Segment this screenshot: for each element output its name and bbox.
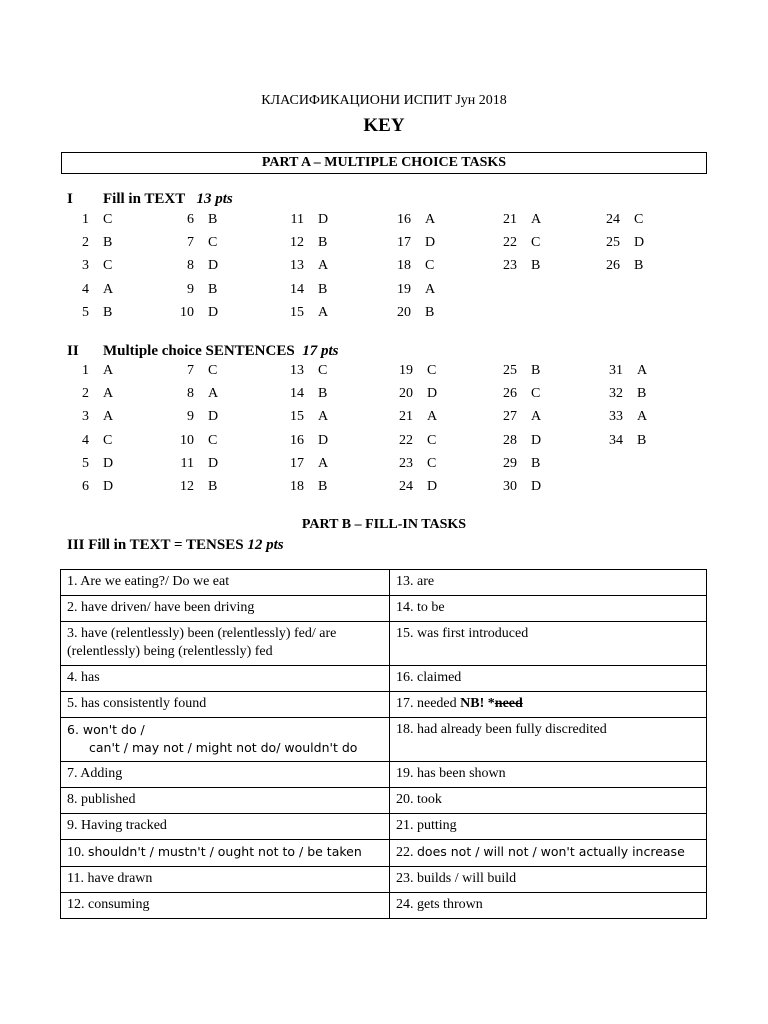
item-answer: B	[208, 479, 218, 494]
answer-cell: 2. have driven/ have been driving	[61, 596, 390, 622]
answer-cell: 8. published	[61, 788, 390, 814]
table-row	[61, 570, 707, 596]
section-2-number: II	[67, 343, 79, 359]
table-row	[61, 814, 707, 840]
answer-number: 22.	[396, 845, 417, 860]
answer-cell: 13. are	[390, 570, 707, 596]
item-answer: B	[531, 363, 541, 378]
answer-cell	[61, 840, 390, 867]
item-number: 3	[82, 258, 89, 274]
item-number: 6	[187, 212, 194, 227]
table-row	[61, 622, 707, 666]
item-number: 8	[187, 258, 194, 274]
item-number: 16	[397, 212, 411, 227]
section-1-title: Fill in TEXT	[103, 191, 186, 207]
item-answer: D	[103, 455, 114, 471]
item-number: 33	[609, 409, 623, 425]
item-number: 1	[82, 363, 89, 378]
answer-line-1: 6. won't do /	[67, 722, 145, 737]
item-answer: B	[318, 281, 328, 297]
answer-cell	[390, 840, 707, 867]
item-number: 18	[397, 258, 411, 274]
table-row	[61, 788, 707, 814]
answer-cell	[390, 692, 707, 718]
item-number: 13	[290, 258, 304, 274]
item-number: 11	[290, 212, 304, 227]
answer-text: shouldn't / mustn't / ought not to / be taken	[88, 844, 362, 859]
item-answer: B	[208, 212, 218, 227]
item-answer: C	[208, 432, 218, 448]
answer-cell: 11. have drawn	[61, 867, 390, 893]
part-b-title: PART B – FILL-IN TASKS	[301, 517, 467, 532]
item-answer: B	[318, 479, 328, 494]
item-number: 4	[82, 281, 89, 297]
item-number: 8	[187, 386, 194, 402]
item-number: 6	[82, 479, 89, 494]
answer-cell: 12. consuming	[61, 893, 390, 919]
item-number: 7	[187, 235, 194, 251]
section-2-title: Multiple choice SENTENCES	[103, 343, 295, 359]
item-number: 10	[180, 432, 194, 448]
item-answer: D	[208, 455, 219, 471]
item-answer: A	[318, 455, 329, 471]
item-answer: C	[531, 235, 541, 251]
table-row	[61, 718, 707, 762]
note-marker: NB! *	[460, 696, 495, 711]
answer-cell: 18. had already been fully discredited	[390, 718, 707, 762]
item-answer: A	[531, 212, 542, 227]
item-answer: A	[637, 409, 648, 425]
item-number: 24	[606, 212, 620, 227]
item-answer: D	[318, 212, 329, 227]
item-answer: B	[208, 281, 218, 297]
item-number: 9	[187, 409, 194, 425]
exam-title: КЛАСИФИКАЦИОНИ ИСПИТ Јун 2018	[261, 93, 507, 108]
item-number: 30	[503, 479, 517, 494]
item-number: 10	[180, 304, 194, 320]
item-answer: D	[103, 479, 114, 494]
item-number: 3	[82, 409, 89, 425]
item-answer: B	[531, 258, 541, 274]
answer-cell: 20. took	[390, 788, 707, 814]
item-answer: B	[637, 432, 647, 448]
table-row	[61, 893, 707, 919]
item-number: 29	[503, 455, 517, 471]
item-number: 16	[290, 432, 304, 448]
item-answer: B	[318, 386, 328, 402]
item-number: 19	[399, 363, 413, 378]
item-number: 1	[82, 212, 89, 227]
item-answer: A	[103, 281, 114, 297]
table-row	[61, 666, 707, 692]
answer-number: 10.	[67, 845, 88, 860]
item-number: 4	[82, 432, 89, 448]
answer-line-2: can't / may not / might not do/ wouldn't do	[89, 740, 358, 755]
key-heading: KEY	[363, 115, 405, 136]
answer-cell	[61, 718, 390, 762]
item-answer: D	[425, 235, 436, 251]
item-answer: B	[425, 304, 435, 320]
item-number: 20	[399, 386, 413, 402]
answer-cell: 7. Adding	[61, 762, 390, 788]
item-answer: A	[318, 409, 329, 425]
item-answer: D	[427, 386, 438, 402]
item-answer: B	[634, 258, 644, 274]
item-answer: D	[531, 432, 542, 448]
item-answer: C	[634, 212, 644, 227]
answer-cell: 24. gets thrown	[390, 893, 707, 919]
answer-cell: 21. putting	[390, 814, 707, 840]
item-number: 31	[609, 363, 623, 378]
answer-cell: 15. was first introduced	[390, 622, 707, 666]
item-number: 17	[397, 235, 411, 251]
table-row	[61, 596, 707, 622]
item-answer: A	[531, 409, 542, 425]
item-number: 19	[397, 281, 411, 297]
item-answer: A	[318, 304, 329, 320]
item-answer: C	[208, 235, 218, 251]
tenses-answer-table	[60, 569, 707, 919]
item-answer: C	[531, 386, 541, 402]
part-a-title: PART A – MULTIPLE CHOICE TASKS	[61, 152, 707, 174]
section-3-title: III Fill in TEXT = TENSES	[67, 537, 244, 553]
item-answer: D	[531, 479, 542, 494]
section-3-points: 12 pts	[247, 537, 284, 553]
section-3-heading	[67, 537, 284, 554]
item-number: 18	[290, 479, 304, 494]
item-number: 28	[503, 432, 517, 448]
answer-cell: 3. have (relentlessly) been (relentlessly) fed/ are (relentlessly) being (relentlessly) fed	[61, 622, 390, 666]
item-answer: A	[103, 363, 114, 378]
answer-text: 17. needed	[396, 696, 461, 711]
item-number: 26	[606, 258, 620, 274]
section-1-heading	[103, 191, 233, 208]
item-number: 13	[290, 363, 304, 378]
item-answer: C	[103, 432, 113, 448]
item-number: 9	[187, 281, 194, 297]
table-row	[61, 692, 707, 718]
answer-cell: 19. has been shown	[390, 762, 707, 788]
item-answer: B	[531, 455, 541, 471]
answer-cell: 14. to be	[390, 596, 707, 622]
item-number: 17	[290, 455, 304, 471]
item-answer: C	[208, 363, 218, 378]
item-answer: A	[427, 409, 438, 425]
item-number: 24	[399, 479, 413, 494]
answer-cell: 23. builds / will build	[390, 867, 707, 893]
item-answer: C	[318, 363, 328, 378]
section-2-heading	[103, 343, 338, 360]
answer-cell: 16. claimed	[390, 666, 707, 692]
item-number: 26	[503, 386, 517, 402]
table-row	[61, 762, 707, 788]
section-1-points: 13 pts	[196, 191, 233, 207]
item-answer: A	[208, 386, 219, 402]
item-number: 21	[503, 212, 517, 227]
item-answer: D	[208, 304, 219, 320]
item-number: 23	[399, 455, 413, 471]
item-number: 21	[399, 409, 413, 425]
item-answer: D	[208, 409, 219, 425]
item-answer: D	[634, 235, 645, 251]
item-number: 22	[399, 432, 413, 448]
item-number: 5	[82, 455, 89, 471]
item-answer: A	[318, 258, 329, 274]
struck-word: need	[494, 696, 523, 711]
item-number: 32	[609, 386, 623, 402]
section-2-points: 17 pts	[302, 343, 339, 359]
item-answer: B	[103, 304, 113, 320]
item-answer: C	[103, 212, 113, 227]
item-number: 5	[82, 304, 89, 320]
answer-cell: 1. Are we eating?/ Do we eat	[61, 570, 390, 596]
item-answer: C	[427, 455, 437, 471]
item-number: 14	[290, 281, 304, 297]
item-number: 12	[290, 235, 304, 251]
item-answer: D	[208, 258, 219, 274]
item-number: 2	[82, 386, 89, 402]
item-answer: B	[318, 235, 328, 251]
item-answer: A	[425, 212, 436, 227]
item-number: 20	[397, 304, 411, 320]
item-number: 15	[290, 304, 304, 320]
answer-text: does not / will not / won't actually increase	[417, 844, 685, 859]
item-answer: A	[103, 386, 114, 402]
item-answer: C	[427, 363, 437, 378]
answer-cell: 4. has	[61, 666, 390, 692]
item-number: 25	[606, 235, 620, 251]
item-number: 12	[180, 479, 194, 494]
item-number: 23	[503, 258, 517, 274]
item-number: 14	[290, 386, 304, 402]
item-answer: C	[427, 432, 437, 448]
item-answer: D	[427, 479, 438, 494]
item-number: 2	[82, 235, 89, 251]
item-answer: A	[637, 363, 648, 378]
item-answer: A	[425, 281, 436, 297]
item-answer: A	[103, 409, 114, 425]
item-number: 15	[290, 409, 304, 425]
answer-cell: 9. Having tracked	[61, 814, 390, 840]
item-number: 34	[609, 432, 623, 448]
item-number: 22	[503, 235, 517, 251]
answer-cell: 5. has consistently found	[61, 692, 390, 718]
section-1-number: I	[67, 191, 73, 207]
item-answer: B	[637, 386, 647, 402]
item-answer: C	[425, 258, 435, 274]
table-row	[61, 867, 707, 893]
item-answer: C	[103, 258, 113, 274]
item-number: 11	[180, 455, 194, 471]
item-number: 27	[503, 409, 517, 425]
item-answer: B	[103, 235, 113, 251]
table-row	[61, 840, 707, 867]
item-number: 25	[503, 363, 517, 378]
item-number: 7	[187, 363, 194, 378]
item-answer: D	[318, 432, 329, 448]
